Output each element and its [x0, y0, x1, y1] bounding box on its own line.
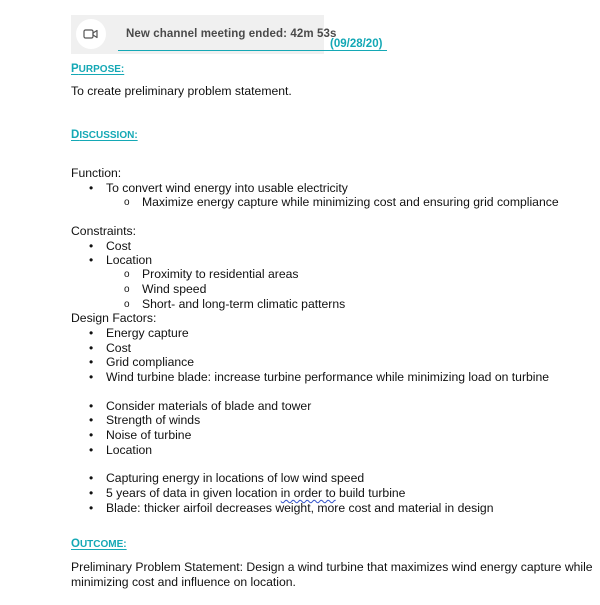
function-subitem: Maximize energy capture while minimizing cost and ensuring grid compliance	[142, 195, 559, 209]
constraint-item: Location	[106, 253, 153, 267]
design-item: Location	[106, 443, 153, 457]
discussion-heading: DISCUSSION:	[71, 129, 138, 141]
bullet-dot: •	[89, 413, 94, 427]
design-item: Cost	[106, 341, 132, 355]
purpose-heading: PURPOSE:	[71, 63, 125, 75]
sub-bullet-circle: o	[124, 197, 130, 208]
design-item: Wind turbine blade: increase turbine performance while minimizing load on turbine	[106, 370, 550, 384]
function-item: To convert wind energy into usable electricity	[106, 181, 348, 195]
design-item: Strength of winds	[106, 413, 201, 427]
design-factors-label: Design Factors:	[71, 311, 157, 325]
bullet-dot: •	[89, 471, 94, 485]
bullet-dot: •	[89, 443, 94, 457]
location-subitem: Proximity to residential areas	[142, 267, 299, 281]
design-item: Capturing energy in locations of low wind speed	[106, 471, 365, 485]
sub-bullet-circle: o	[124, 299, 130, 310]
design-item: 5 years of data in given location in order to build turbine	[106, 486, 406, 500]
location-subitem: Wind speed	[142, 282, 207, 296]
location-subitem: Short- and long-term climatic patterns	[142, 297, 346, 311]
design-item: Blade: thicker airfoil decreases weight, more cost and material in design	[106, 501, 494, 515]
bullet-dot: •	[89, 428, 94, 442]
outcome-heading: OUTCOME:	[71, 538, 127, 550]
video-camera-icon	[83, 27, 99, 41]
sub-bullet-circle: o	[124, 284, 130, 295]
constraint-item: Cost	[106, 239, 132, 253]
sub-bullet-circle: o	[124, 269, 130, 280]
design-item: Energy capture	[106, 326, 189, 340]
function-label: Function:	[71, 166, 122, 180]
purpose-text: To create preliminary problem statement.	[71, 84, 292, 98]
grammar-flag: in order to	[280, 486, 336, 500]
bullet-dot: •	[89, 326, 94, 340]
bullet-dot: •	[89, 370, 94, 384]
bullet-dot: •	[89, 341, 94, 355]
outcome-line-1: Preliminary Problem Statement: Design a wind turbine that maximizes wind energy capture while	[71, 560, 593, 574]
constraints-label: Constraints:	[71, 224, 137, 238]
bullet-dot: •	[89, 399, 94, 413]
meeting-ended-text: New channel meeting ended: 42m 53s	[126, 28, 337, 40]
design-item: Grid compliance	[106, 355, 195, 369]
bullet-dot: •	[89, 253, 94, 267]
meeting-icon-badge	[76, 19, 106, 49]
bullet-dot: •	[89, 239, 94, 253]
header-rule	[118, 50, 387, 51]
design-item: Consider materials of blade and tower	[106, 399, 312, 413]
bullet-dot: •	[89, 181, 94, 195]
outcome-line-2: minimizing cost and influence on location.	[71, 575, 296, 589]
design-item: Noise of turbine	[106, 428, 192, 442]
bullet-dot: •	[89, 501, 94, 515]
bullet-dot: •	[89, 355, 94, 369]
meeting-date: (09/28/20)	[330, 38, 383, 50]
bullet-dot: •	[89, 486, 94, 500]
